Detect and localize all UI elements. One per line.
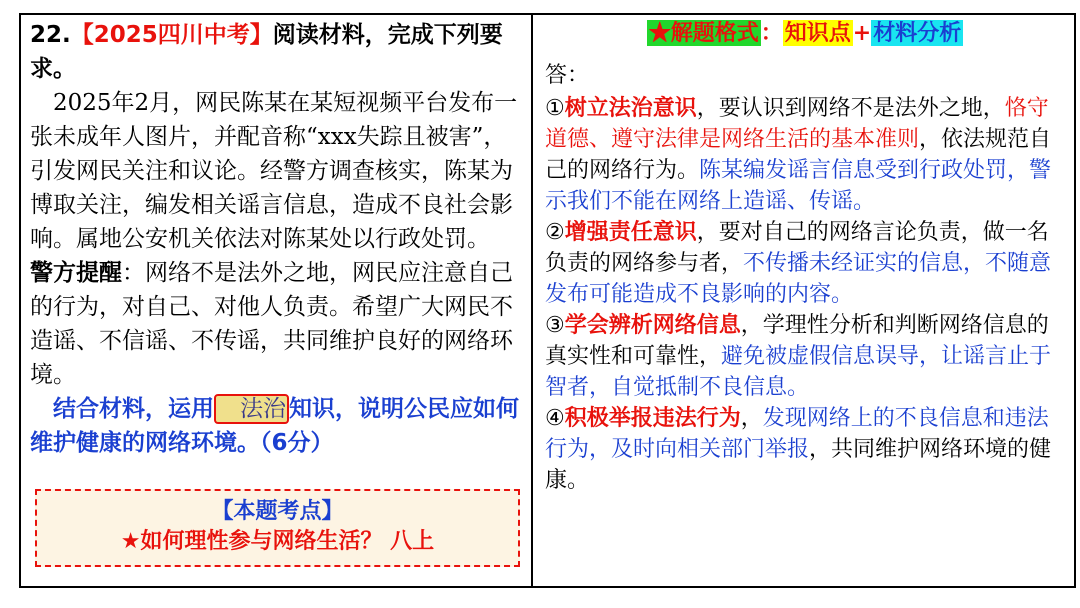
point-topic: 树立法治意识: [564, 96, 697, 121]
point-key-principle: 恪守道德、遵守法律是网络生活的基本准则: [545, 96, 1049, 152]
task-before: 结合材料，运用: [53, 396, 214, 422]
question-instruction: 阅读材料，完成下列要求。: [30, 22, 503, 82]
police-text: ：网络不是法外之地，网民应注意自己的行为，对自己、对他人负责。希望广大网民不造谣、不信谣、不传谣，共同维护良好的网络环境。: [30, 260, 513, 388]
point-analysis: 不传播未经证实的信息，不随意发布可能造成不良影响的内容。: [545, 251, 1052, 307]
point-number: ④: [545, 406, 565, 431]
question-panel: [30, 18, 522, 460]
task-highlight: 法治: [214, 394, 289, 424]
point-topic: 学会辨析网络信息: [564, 313, 741, 338]
point-analysis: 避免被虚假信息误导，让谣言止于智者，自觉抵制不良信息。: [545, 344, 1052, 400]
answer-point: [545, 403, 1065, 496]
column-divider: [531, 13, 533, 588]
answer-panel: [545, 18, 1065, 496]
point-text: ，依法规范自己的网络行为。: [545, 127, 1052, 183]
format-plus: +: [852, 20, 872, 46]
point-number: ②: [545, 220, 565, 245]
answer-format: [545, 18, 1065, 48]
police-reminder: [30, 256, 522, 392]
material-paragraph: 2025年2月，网民陈某在某短视频平台发布一张未成年人图片，并配音称“xxx失踪且被害”，引发网民关注和议论。经警方调查核实，陈某为博取关注，编发相关谣言信息，造成不良社会影响。属地公安机关依法对陈某处以行政处罚。: [30, 90, 518, 252]
key-point-title: 【本题考点】: [211, 499, 344, 524]
format-part-knowledge: 知识点: [784, 20, 851, 46]
point-topic: 积极举报违法行为: [564, 406, 741, 431]
point-number: ①: [545, 96, 565, 121]
point-topic: 增强责任意识: [564, 220, 697, 245]
answer-label: 答：: [545, 63, 590, 88]
answer-point: [545, 217, 1065, 310]
task-prompt: [30, 392, 522, 460]
point-analysis: 陈某编发谣言信息受到行政处罚，警示我们不能在网络上造谣、传谣。: [545, 158, 1052, 214]
question-number: 22.: [30, 22, 71, 48]
answer-point: [545, 310, 1065, 403]
key-point-line: ★如何理性参与网络生活？ 八上: [120, 529, 435, 554]
point-text: ，学理性分析和判断网络信息的真实性和可靠性，: [545, 313, 1049, 369]
question-heading: [30, 18, 522, 86]
format-colon: ：: [760, 20, 783, 46]
key-point-box: [35, 489, 520, 567]
format-part-analysis: 材料分析: [873, 20, 962, 46]
point-text: ，要对自己的网络言论负责，做一名负责的网络参与者，: [545, 220, 1049, 276]
point-text: ，要认识到网络不是法外之地，: [696, 96, 1005, 121]
question-source: 【2025四川中考】: [70, 22, 273, 48]
answer-point: [545, 93, 1065, 217]
point-number: ③: [545, 313, 565, 338]
point-text: ，: [740, 406, 763, 431]
format-label: ★解题格式: [648, 20, 759, 46]
police-label: 警方提醒: [30, 260, 122, 286]
point-text: ，共同维护网络环境的健康。: [545, 437, 1052, 493]
task-after: 知识，说明公民应如何维护健康的网络环境。（6分）: [30, 396, 519, 456]
point-analysis: 发现网络上的不良信息和违法行为，及时向相关部门举报: [545, 406, 1049, 462]
